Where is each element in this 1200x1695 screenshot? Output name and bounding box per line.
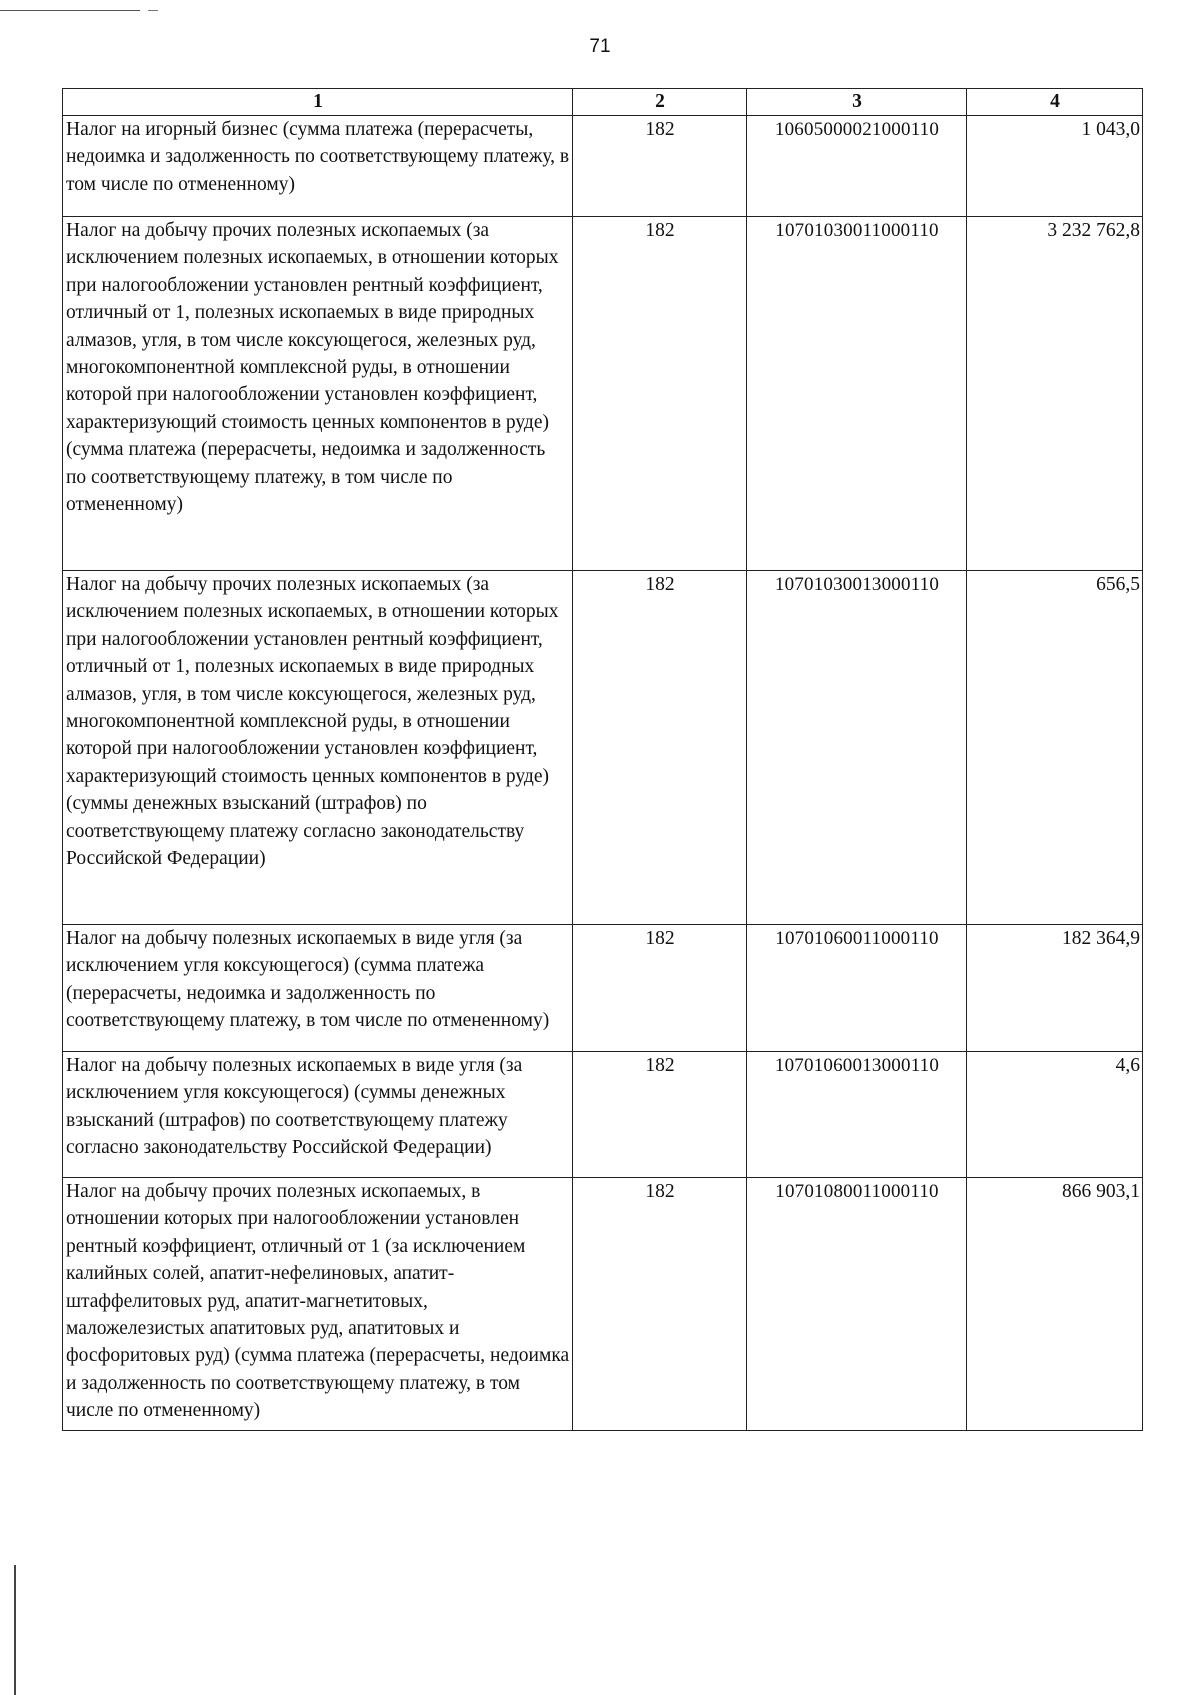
- revenue-table: [62, 88, 1143, 1431]
- row-budget-code: 10701060013000110: [747, 1052, 967, 1178]
- row-amount: 3 232 762,8: [967, 217, 1143, 571]
- row-admin-code: 182: [573, 571, 747, 925]
- page-number: 71: [589, 36, 611, 57]
- column-header-amount: 4: [967, 89, 1143, 116]
- scan-artifact-margin-line: [14, 1565, 16, 1695]
- row-admin-code: 182: [573, 925, 747, 1052]
- row-name: Налог на добычу полезных ископаемых в виде угля (за исключением угля коксующегося) (суммы денежных взысканий (штрафов) по соответствующему платежу согласно законодательству Российской Федерации): [63, 1052, 573, 1178]
- table-row: [63, 571, 1143, 925]
- row-amount: 1 043,0: [967, 116, 1143, 217]
- row-admin-code: 182: [573, 217, 747, 571]
- row-name: Налог на добычу прочих полезных ископаемых (за исключением полезных ископаемых, в отношении которых при налогообложении установлен рентный коэффициент, отличный от 1, полезных ископаемых в виде природных алмазов, угля, в том числе коксующегося, железных руд, многокомпонентной комплексной руды, в отношении которой при налогообложении установлен коэффициент, характеризующий стоимость ценных компонентов в руде) (сумма платежа (перерасчеты, недоимка и задолженность по соответствующему платежу, в том числе по отмененному): [63, 217, 573, 571]
- scan-artifact-dash: [148, 10, 158, 11]
- row-admin-code: 182: [573, 1178, 747, 1431]
- row-budget-code: 10701080011000110: [747, 1178, 967, 1431]
- row-budget-code: 10701060011000110: [747, 925, 967, 1052]
- row-budget-code: 10605000021000110: [747, 116, 967, 217]
- table-row: [63, 217, 1143, 571]
- row-name: Налог на добычу полезных ископаемых в виде угля (за исключением угля коксующегося) (сумма платежа (перерасчеты, недоимка и задолженность по соответствующему платежу, в том числе по отмененному): [63, 925, 573, 1052]
- table-row: [63, 116, 1143, 217]
- table-row: [63, 1178, 1143, 1431]
- row-budget-code: 10701030013000110: [747, 571, 967, 925]
- row-amount: 866 903,1: [967, 1178, 1143, 1431]
- table-row: [63, 925, 1143, 1052]
- row-admin-code: 182: [573, 116, 747, 217]
- column-header-name: 1: [63, 89, 573, 116]
- table-row: [63, 1052, 1143, 1178]
- row-amount: 4,6: [967, 1052, 1143, 1178]
- column-header-code: 3: [747, 89, 967, 116]
- row-amount: 656,5: [967, 571, 1143, 925]
- row-admin-code: 182: [573, 1052, 747, 1178]
- scan-artifact-line: [0, 10, 140, 11]
- row-budget-code: 10701030011000110: [747, 217, 967, 571]
- row-name: Налог на добычу прочих полезных ископаемых, в отношении которых при налогообложении установлен рентный коэффициент, отличный от 1 (за исключением калийных солей, апатит-нефелиновых, апатит-штаффелитовых руд, апатит-магнетитовых, маложелезистых апатитовых руд, апатитовых и фосфоритовых руд) (сумма платежа (перерасчеты, недоимка и задолженность по соответствующему платежу, в том числе по отмененному): [63, 1178, 573, 1431]
- row-name: Налог на игорный бизнес (сумма платежа (перерасчеты, недоимка и задолженность по соответствующему платежу, в том числе по отмененному): [63, 116, 573, 217]
- column-header-admin: 2: [573, 89, 747, 116]
- row-amount: 182 364,9: [967, 925, 1143, 1052]
- row-name: Налог на добычу прочих полезных ископаемых (за исключением полезных ископаемых, в отношении которых при налогообложении установлен рентный коэффициент, отличный от 1, полезных ископаемых в виде природных алмазов, угля, в том числе коксующегося, железных руд, многокомпонентной комплексной руды, в отношении которой при налогообложении установлен коэффициент, характеризующий стоимость ценных компонентов в руде) (суммы денежных взысканий (штрафов) по соответствующему платежу согласно законодательству Российской Федерации): [63, 571, 573, 925]
- table-header-row: [63, 89, 1143, 116]
